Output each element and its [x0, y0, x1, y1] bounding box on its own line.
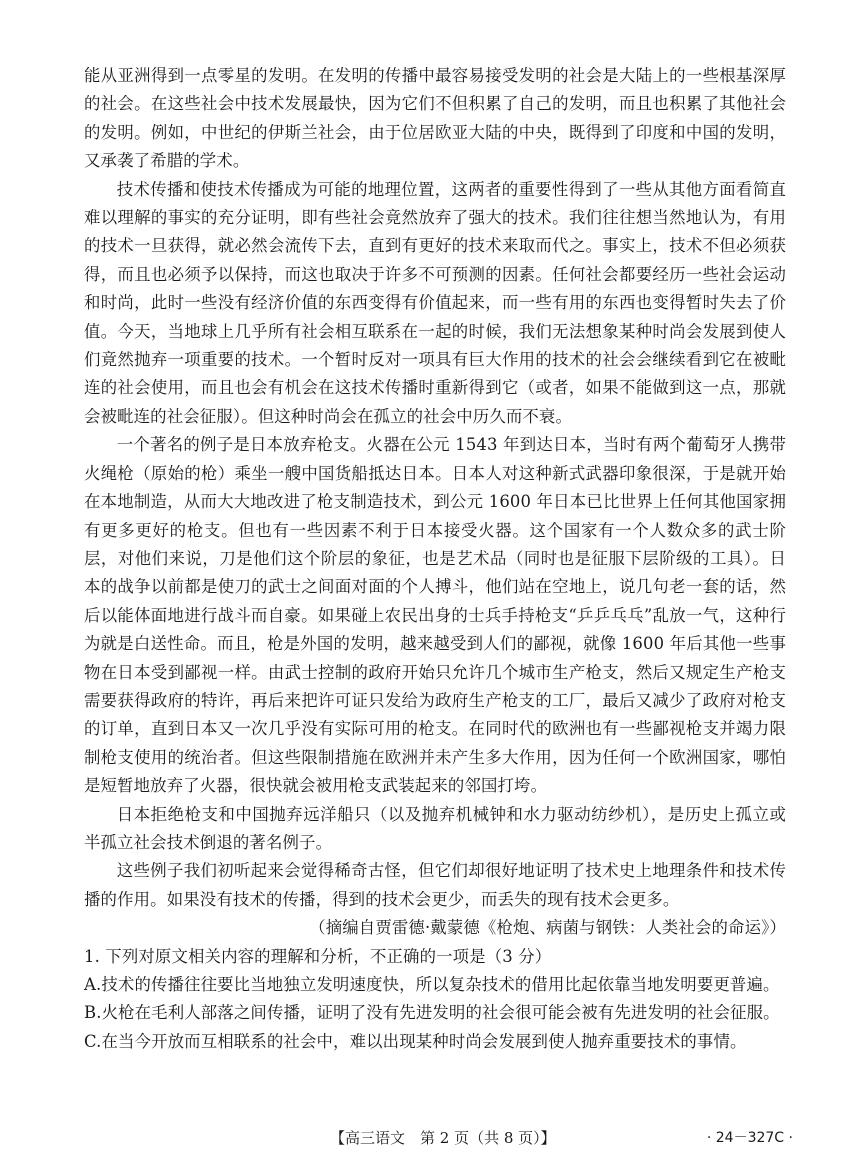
article-paragraph-3: 一个著名的例子是日本放弃枪支。火器在公元 1543 年到达日本，当时有两个葡萄牙人携带火绳枪（原始的枪）乘坐一艘中国货船抵达日本。日本人对这种新式武器印象很深，于是就开始在本地制造，从而大大地改进了枪支制造技术，到公元 1600 年日本已比世界上任何其他国家拥有更多更好的枪支。但也有一些因素不利于日本接受火器。这个国家有一个人数众多的武士阶层，对他们来说，刀是他们这个阶层的象征，也是艺术品（同时也是征服下层阶级的工具）。日本的战争以前都是使刀的武士之间面对面的个人搏斗，他们站在空地上，说几句老一套的话，然后以能体面地进行战斗而自豪。如果碰上农民出身的士兵手持枪支“乒乒乓乓”乱放一气，这种行为就是白送性命。而且，枪是外国的发明，越来越受到人们的鄙视，就像 1600 年后其他一些事物在日本受到鄙视一样。由武士控制的政府开始只允许几个城市生产枪支，然后又规定生产枪支需要获得政府的特许，再后来把许可证只发给为政府生产枪支的工厂，最后又减少了政府对枪支的订单，直到日本又一次几乎没有实际可用的枪支。在同时代的欧洲也有一些鄙视枪支并竭力限制枪支使用的统治者。但这些限制措施在欧洲并未产生多大作用，因为任何一个欧洲国家，哪怕是短暂地放弃了火器，很快就会被用枪支武装起来的邻国打垮。	[84, 435, 786, 796]
option-c	[84, 1028, 786, 1056]
option-text: 火枪在毛利人部落之间传播，证明了没有先进发明的社会很可能会被有先进发明的社会征服。	[101, 1003, 780, 1023]
option-text: 在当今开放而互相联系的社会中，难以出现某种时尚会发展到使人抛弃重要技术的事情。	[101, 1031, 747, 1051]
option-b	[84, 999, 786, 1027]
article-paragraph-1: 能从亚洲得到一点零星的发明。在发明的传播中最容易接受发明的社会是大陆上的一些根基深厚的社会。在这些社会中技术发展最快，因为它们不但积累了自己的发明，而且也积累了其他社会的发明。例如，中世纪的伊斯兰社会，由于位居欧亚大陆的中央，既得到了印度和中国的发明，又承袭了希腊的学术。	[84, 66, 786, 171]
option-text: 技术的传播往往要比当地独立发明速度快，所以复杂技术的借用比起依靠当地发明要更普遍。	[101, 975, 780, 994]
article-paragraph-2: 技术传播和使技术传播成为可能的地理位置，这两者的重要性得到了一些从其他方面看简直难以理解的事实的充分证明，即有些社会竟然放弃了强大的技术。我们往往想当然地认为，有用的技术一旦获得，就必然会流传下去，直到有更好的技术来取而代之。事实上，技术不但必须获得，而且也必须予以保持，而这也取决于许多不可预测的因素。任何社会都要经历一些社会运动和时尚，此时一些没有经济价值的东西变得有价值起来，而一些有用的东西也变得暂时失去了价值。今天，当地球上几乎所有社会相互联系在一起的时候，我们无法想象某种时尚会发展到使人们竟然抛弃一项重要的技术。一个暂时反对一项具有巨大作用的技术的社会会继续看到它在被毗连的社会使用，而且也会有机会在这技术传播时重新得到它（或者，如果不能做到这一点，那就会被毗连的社会征服）。但这种时尚会在孤立的社会中历久而不衰。	[84, 179, 786, 426]
option-letter: B.	[84, 1003, 102, 1023]
question-stem: 1. 下列对原文相关内容的理解和分析，不正确的一项是（3 分）	[84, 946, 552, 966]
article-paragraph-4: 日本拒绝枪支和中国抛弃远洋船只（以及抛弃机械钟和水力驱动纺纱机），是历史上孤立或半孤立社会技术倒退的著名例子。	[84, 804, 786, 852]
footer-exam-code: · 24－327C ·	[706, 1130, 793, 1146]
article-body	[84, 62, 786, 1056]
option-a	[84, 971, 786, 999]
article-paragraph-5: 这些例子我们初听起来会觉得稀奇古怪，但它们却很好地证明了技术史上地理条件和技术传播的作用。如果没有技术的传播，得到的技术会更少，而丢失的现有技术会更多。	[84, 861, 786, 909]
question-1	[84, 943, 786, 1057]
source-citation: （摘编自贾雷德·戴蒙德《枪炮、病菌与钢铁：人类社会的命运》）	[309, 918, 786, 938]
option-letter: C.	[84, 1031, 102, 1051]
page-footer	[0, 1126, 867, 1150]
option-letter: A.	[84, 975, 102, 994]
footer-page-info: 【高三语文 第 2 页（共 8 页）】	[330, 1129, 556, 1147]
